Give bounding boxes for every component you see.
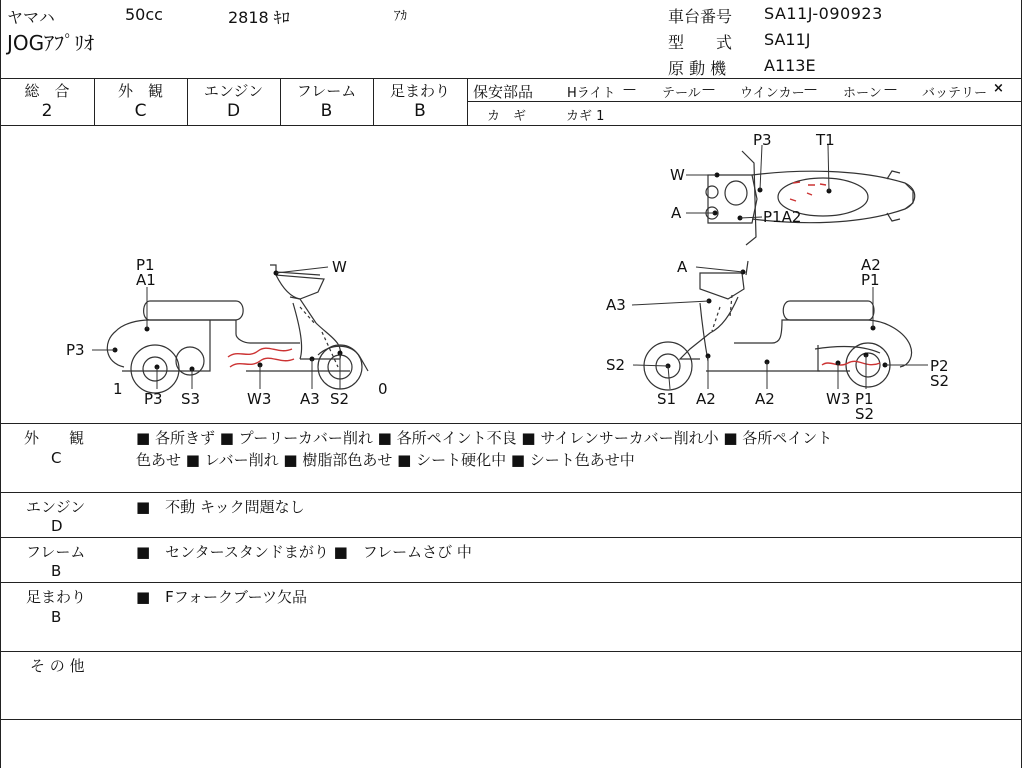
label-left-0: 0 [378, 380, 388, 398]
exterior-label: 外 観 [117, 82, 163, 100]
engine-label: エンジン [203, 82, 264, 100]
label-right-a3: A3 [606, 296, 626, 314]
headlight-value: — [623, 82, 636, 97]
rule-notes-2 [0, 537, 1022, 538]
safety-label: 保安部品 [473, 83, 534, 101]
rule-notes-5 [0, 719, 1022, 720]
rule-notes-1 [0, 492, 1022, 493]
battery-label: バッテリー [922, 86, 988, 101]
engine-model: A113E [764, 56, 816, 75]
label-right-s1: S1 [657, 390, 677, 408]
tail-label: テール [662, 86, 701, 101]
frame-no-label: 車台番号 [668, 7, 733, 26]
label-left-p1: P1 [136, 256, 155, 274]
key-value: カギ 1 [566, 109, 605, 124]
maker: ヤマハ [7, 8, 55, 27]
mileage: 2818 ｷﾛ [228, 8, 290, 27]
note-susp-text: ■ Fフォークブーツ欠品 [136, 588, 308, 606]
label-left-p3b: P3 [144, 390, 163, 408]
suspension-grade: B [414, 101, 426, 121]
top-view-scooter [706, 151, 915, 245]
label-right-s2b: S2 [930, 372, 950, 390]
note-other-label: そ の 他 [30, 657, 85, 675]
winker-label: ウインカー [740, 86, 805, 101]
frame-label: フレーム [296, 82, 357, 100]
note-frame-grade: B [51, 562, 62, 580]
overall-label: 総 合 [24, 82, 70, 100]
displacement: 50cc [125, 5, 163, 24]
tail-value: — [702, 82, 715, 97]
note-exterior-label: 外 観 [24, 429, 85, 447]
note-engine-grade: D [51, 517, 63, 535]
label-right-a: A [677, 258, 688, 276]
note-susp-grade: B [51, 608, 62, 626]
label-right-p2: P2 [930, 357, 949, 375]
label-left-w3: W3 [247, 390, 272, 408]
label-right-s2: S2 [606, 356, 626, 374]
key-label: カ ギ [487, 109, 527, 124]
label-top-t1: T1 [816, 131, 835, 149]
type-label: 型 式 [668, 33, 733, 52]
label-top-p1a2: P1A2 [763, 208, 802, 226]
label-right-p1b: P1 [855, 390, 874, 408]
note-frame-text: ■ センタースタンドまがり ■ フレームさび 中 [136, 543, 472, 561]
note-engine-text: ■ 不動 キック問題なし [136, 498, 305, 516]
type-value: SA11J [764, 30, 811, 49]
label-left-s2: S2 [330, 390, 350, 408]
label-right-w3: W3 [826, 390, 851, 408]
engine-model-label: 原 動 機 [668, 59, 727, 78]
note-engine-label: エンジン [26, 498, 86, 516]
rule-notes-4 [0, 651, 1022, 652]
label-left-a1: A1 [136, 271, 156, 289]
label-top-a: A [671, 204, 682, 222]
label-right-a2c: A2 [755, 390, 775, 408]
horn-label: ホーン [843, 86, 882, 101]
rule-grades-mid [468, 101, 1022, 102]
grade-div-5 [467, 78, 468, 125]
label-top-w: W [670, 166, 685, 184]
headlight-label: Hライト [567, 86, 616, 101]
label-right-a2: A2 [861, 256, 881, 274]
label-left-w: W [332, 258, 347, 276]
frame-grade: B [320, 101, 333, 121]
winker-value: — [804, 82, 817, 97]
label-right-s2c: S2 [855, 405, 875, 423]
label-left-a3: A3 [300, 390, 320, 408]
battery-value: × [993, 81, 1004, 96]
exterior-grade: C [134, 101, 147, 121]
label-left-s3: S3 [181, 390, 201, 408]
label-right-a2b: A2 [696, 390, 716, 408]
rule-notes-3 [0, 582, 1022, 583]
color: ｱｶ [394, 9, 407, 24]
overall-grade: 2 [41, 101, 53, 121]
note-exterior-line2: 色あせ ■ レバー削れ ■ 樹脂部色あせ ■ シート硬化中 ■ シート色あせ中 [136, 451, 635, 469]
suspension-label: 足まわり [389, 82, 450, 100]
engine-grade: D [226, 101, 241, 121]
label-left-1: 1 [113, 380, 123, 398]
note-frame-label: フレーム [26, 543, 86, 561]
model-name: JOGｱﾌﾟﾘｵ [7, 31, 95, 55]
label-top-p3: P3 [753, 131, 772, 149]
label-left-p3: P3 [66, 341, 85, 359]
label-right-p1: P1 [861, 271, 880, 289]
rule-header-bottom [0, 78, 1022, 79]
horn-value: — [884, 82, 897, 97]
note-exterior-grade: C [51, 449, 62, 467]
note-exterior-line1: ■ 各所きず ■ プーリーカバー削れ ■ 各所ペイント不良 ■ サイレンサーカバー削れ小 ■ 各所ペイント [136, 429, 833, 447]
note-susp-label: 足まわり [26, 588, 87, 606]
frame-no: SA11J-090923 [764, 4, 883, 23]
rule-diagram-bottom [0, 423, 1022, 424]
rule-grades-bottom [0, 125, 1022, 126]
